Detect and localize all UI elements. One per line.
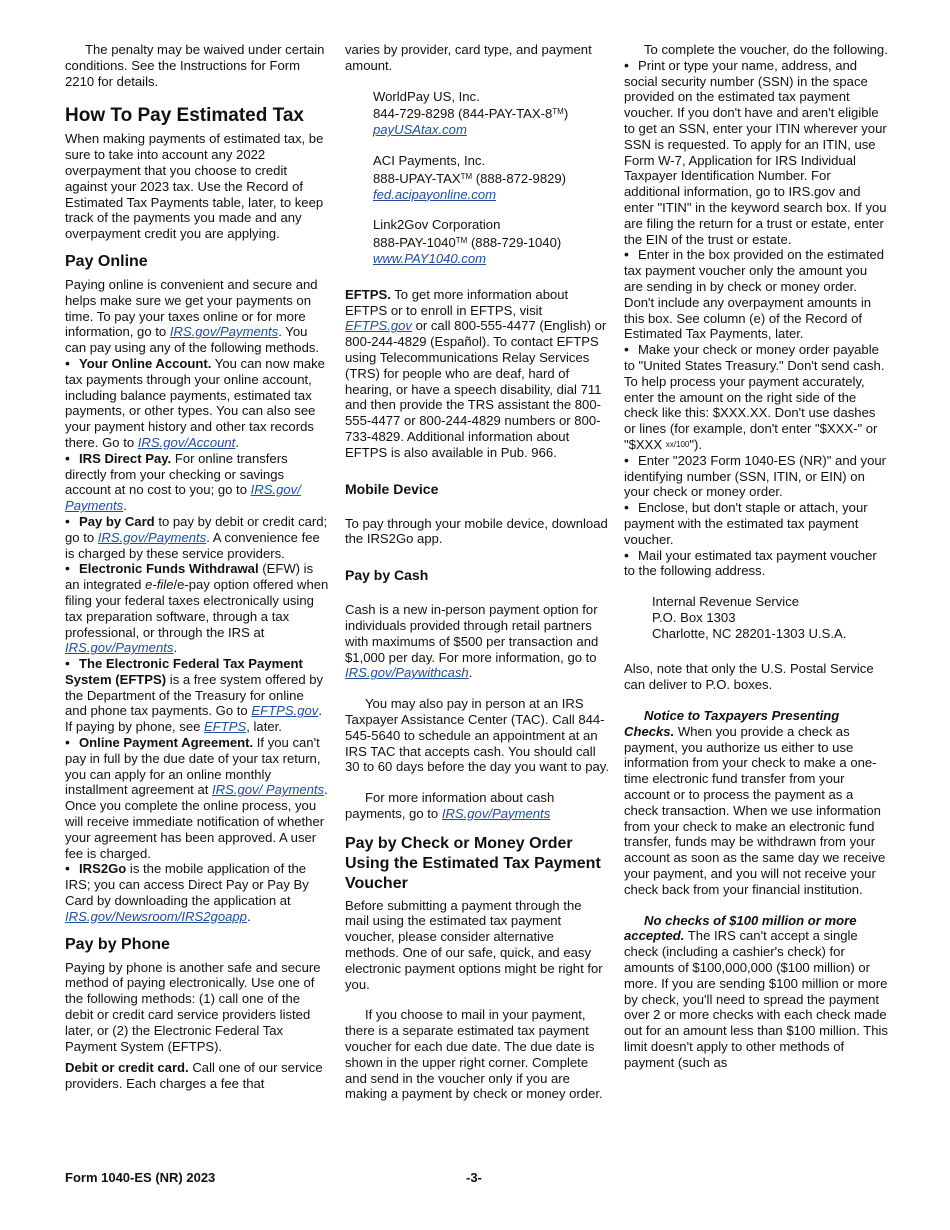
- eftps-paragraph: EFTPS. To get more information about EFTPS or to enroll in EFTPS, visit EFTPS.gov or call 800-555-4477 (English) or 800-244-4829 (Español). To contact EFTPS using Telecommunications Relay Services (TRS) for people who are deaf, hard of hearing, or have a speech disability, dial 711 and then provide the TRS assistant the 800-555-4477 or 800-244-4829 numbers or 800-733-4829. Additional information about EFTPS is also available in Pub. 966.: [345, 286, 607, 460]
- mobile-paragraph: To pay through your mobile device, download the IRS2Go app.: [345, 515, 608, 547]
- bullet-efw: • Electronic Funds Withdrawal (EFW) is an integrated e-file/e-pay option offered when filing your federal taxes electronically using tax preparation software, through a tax professional, or through the IRS at IRS.gov/Payments.: [65, 561, 329, 656]
- section-heading-how-to-pay: How To Pay Estimated Tax: [65, 105, 304, 127]
- bullet-eftps: • The Electronic Federal Tax Payment System (EFTPS) is a free system offered by the Department of the Treasury for online and phone tax payments. Go to EFTPS.gov. If paying by phone, see EFTPS, later.: [65, 656, 329, 735]
- column-right: [624, 42, 888, 1071]
- check-paragraph-1: Before submitting a payment through the mail using the estimated tax payment voucher, please consider alternative methods. One of our safe, quick, and easy electronic payment options might be right for you.: [345, 897, 603, 992]
- bullet-pay-by-card: • Pay by Card to pay by debit or credit card; go to IRS.gov/Payments. A convenience fee is charged by these service providers.: [65, 514, 329, 561]
- cash-more-info-paragraph: For more information about cash payments, go to IRS.gov/Payments: [345, 790, 555, 821]
- voucher-intro: To complete the voucher, do the following.: [644, 42, 888, 57]
- eftps-later-link[interactable]: EFTPS: [204, 719, 247, 735]
- pay1040-link[interactable]: www.PAY1040.com: [373, 250, 487, 266]
- bullet-print-name: • Print or type your name, address, and social security number (SSN) in the space provided on the estimated tax payment voucher. If you don't have and aren't eligible to get an SSN, enter your ITIN wherever your SSN is requested. To apply for an ITIN, use Form W-7, Application for IRS Individual Taxpayer Identification Number. For additional information, go to IRS.gov and enter "ITIN" in the keyword search box. If you are filing the return for a trust or estate, enter the EIN of the trust or estate.: [624, 58, 888, 248]
- provider-worldpay: WorldPay US, Inc. 844-729-8298 (844-PAY-TAX-8™) payUSAtax.com: [373, 88, 569, 138]
- bullet-direct-pay: • IRS Direct Pay. For online transfers directly from your checking or savings account at no cost to you; go to IRS.gov/ Payments.: [65, 451, 329, 514]
- provider-aci: ACI Payments, Inc. 888-UPAY-TAX™ (888-872-9829) fed.acipayonline.com: [373, 152, 567, 202]
- pay-online-paragraph: Paying online is convenient and secure and helps make sure we get your payments on time. To pay your taxes online or for more information, go to IRS.gov/Payments. You can pay using any of the following methods.: [65, 276, 320, 356]
- payment-agreement-link[interactable]: IRS.gov/ Payments: [212, 782, 325, 798]
- bullet-online-account: • Your Online Account. You can now make tax payments through your online account, including balance payments, estimated tax payments, or other types. You can also see your payment history and other tax records there. Go to IRS.gov/Account.: [65, 356, 329, 451]
- debit-card-paragraph: Debit or credit card. Call one of our service providers. Each charges a fee that: [65, 1060, 323, 1092]
- bullet-enter-amount: • Enter in the box provided on the estimated tax payment voucher only the amount you are sending in by check or money order. Don't include any overpayment amounts in this box. See column (e) of the Record of Estimated Tax Payments, later.: [624, 247, 888, 342]
- eftps-enroll-link[interactable]: EFTPS.gov: [345, 318, 412, 334]
- mailing-address: Internal Revenue Service P.O. Box 1303 Charlotte, NC 28201-1303 U.S.A.: [652, 594, 847, 641]
- eftps-gov-link[interactable]: EFTPS.gov: [251, 703, 319, 719]
- column-left: [65, 42, 329, 1092]
- check-paragraph-2: If you choose to mail in your payment, there is a separate estimated tax payment voucher for each due date. The due date is shown in the upper right corner. Complete and send in the voucher only if you are making a payment by check or money order.: [345, 1007, 603, 1102]
- payusatax-link[interactable]: payUSAtax.com: [373, 122, 467, 138]
- cash-payments-link[interactable]: IRS.gov/Payments: [441, 805, 551, 821]
- bullet-mail-voucher: • Mail your estimated tax payment voucher to the following address.: [624, 548, 888, 580]
- pay-phone-paragraph: Paying by phone is another safe and secure method of paying electronically. Use one of the following methods: (1) call one of the debit or credit card service providers listed later, or (2) the Electronic Federal Tax Payment System (EFTPS).: [65, 959, 321, 1054]
- penalty-paragraph: The penalty may be waived under certain conditions. See the Instructions for Form 2210 for details.: [65, 42, 325, 89]
- provider-link2gov: Link2Gov Corporation 888-PAY-1040™ (888-729-1040) www.PAY1040.com: [373, 217, 562, 266]
- cash-tac-paragraph: You may also pay in person at an IRS Taxpayer Assistance Center (TAC). Call 844-545-5640 to schedule an appointment at an IRS TAC that accepts cash. You should call 30 to 60 days before the day you want to pay.: [345, 696, 609, 775]
- irs-account-link[interactable]: IRS.gov/Account: [137, 434, 236, 450]
- cash-paragraph: Cash is a new in-person payment option for individuals provided through retail partners with maximums of $500 per transaction and $1,000 per day. For more information, go to IRS.gov/Paywithcash.: [345, 602, 599, 681]
- heading-mobile-device: Mobile Device: [345, 480, 439, 497]
- providers-intro: varies by provider, card type, and payment amount.: [345, 42, 592, 73]
- direct-pay-link[interactable]: IRS.gov/ Payments: [65, 482, 301, 514]
- bullet-irs2go: • IRS2Go is the mobile application of the IRS; you can access Direct Pay or Pay By Card by downloading the application at IRS.gov/Newsroom/IRS2goapp.: [65, 861, 329, 924]
- irs-payments-link[interactable]: IRS.gov/Payments: [169, 324, 279, 340]
- heading-pay-by-phone: Pay by Phone: [65, 935, 170, 953]
- heading-pay-by-check: Pay by Check or Money Order Using the Estimated Tax Payment Voucher: [345, 834, 601, 892]
- heading-pay-online: Pay Online: [65, 252, 148, 270]
- irs2go-link[interactable]: IRS.gov/Newsroom/IRS2goapp: [65, 908, 247, 924]
- paywithcash-link[interactable]: IRS.gov/Paywithcash: [345, 665, 469, 681]
- intro-paragraph: When making payments of estimated tax, be sure to take into account any 2022 overpayment that you choose to credit against your 2023 tax. Use the Record of Estimated Tax Payments table, later, to keep track of the payments you made and any overpayment credit you are applying.: [65, 131, 324, 242]
- efw-link[interactable]: IRS.gov/Payments: [65, 640, 174, 656]
- acipayonline-link[interactable]: fed.acipayonline.com: [373, 186, 497, 202]
- pay-by-card-link[interactable]: IRS.gov/Payments: [97, 529, 207, 545]
- heading-pay-by-cash: Pay by Cash: [345, 567, 429, 584]
- footer-form-name: Form 1040-ES (NR) 2023: [65, 1170, 216, 1185]
- bullet-online-payment-agreement: • Online Payment Agreement. If you can't pay in full by the due date of your tax return, you can apply for an online monthly installment agreement at IRS.gov/ Payments. Once you complete the online process, you will receive immediate notification of whether your agreement has been approved. A user fee is charged.: [65, 735, 329, 861]
- column-middle: [345, 42, 609, 1102]
- no-checks-paragraph: No checks of $100 million or more accepted. The IRS can't accept a single check (including a cashier's check) for amounts of $100,000,000 ($100 million) or more. If you are sending $100 million or more by check, you'll need to spread the payment over 2 or more checks with each check made out for an amount less than $100 million. This limit doesn't apply to other methods of payment (such as: [624, 912, 888, 1070]
- postal-note: Also, note that only the U.S. Postal Service can deliver to P.O. boxes.: [624, 661, 874, 693]
- bullet-make-payable: • Make your check or money order payable to "United States Treasury." Don't send cash. To help process your payment accurately, enter the amount on the right side of the check like this: $XXX.XX. Don't use dashes or lines (for example, don't enter "$XXX-" or "$XXX xx/100").: [624, 342, 888, 453]
- notice-checks-paragraph: Notice to Taxpayers Presenting Checks. When you provide a check as payment, you authorize us either to use information from your check to make a one-time electronic fund transfer from your account or to process the payment as a check transaction. When we use information from your check to make an electronic fund transfer, funds may be withdrawn from your account as soon as the same day we receive your payment, and you will not receive your check back from your financial institution.: [624, 708, 886, 897]
- bullet-enter-form: • Enter "2023 Form 1040-ES (NR)" and your identifying number (SSN, ITIN, or EIN) on your check or money order.: [624, 453, 888, 500]
- footer-page-number: -3-: [466, 1170, 482, 1185]
- bullet-enclose: • Enclose, but don't staple or attach, your payment with the estimated tax payment voucher.: [624, 500, 888, 547]
